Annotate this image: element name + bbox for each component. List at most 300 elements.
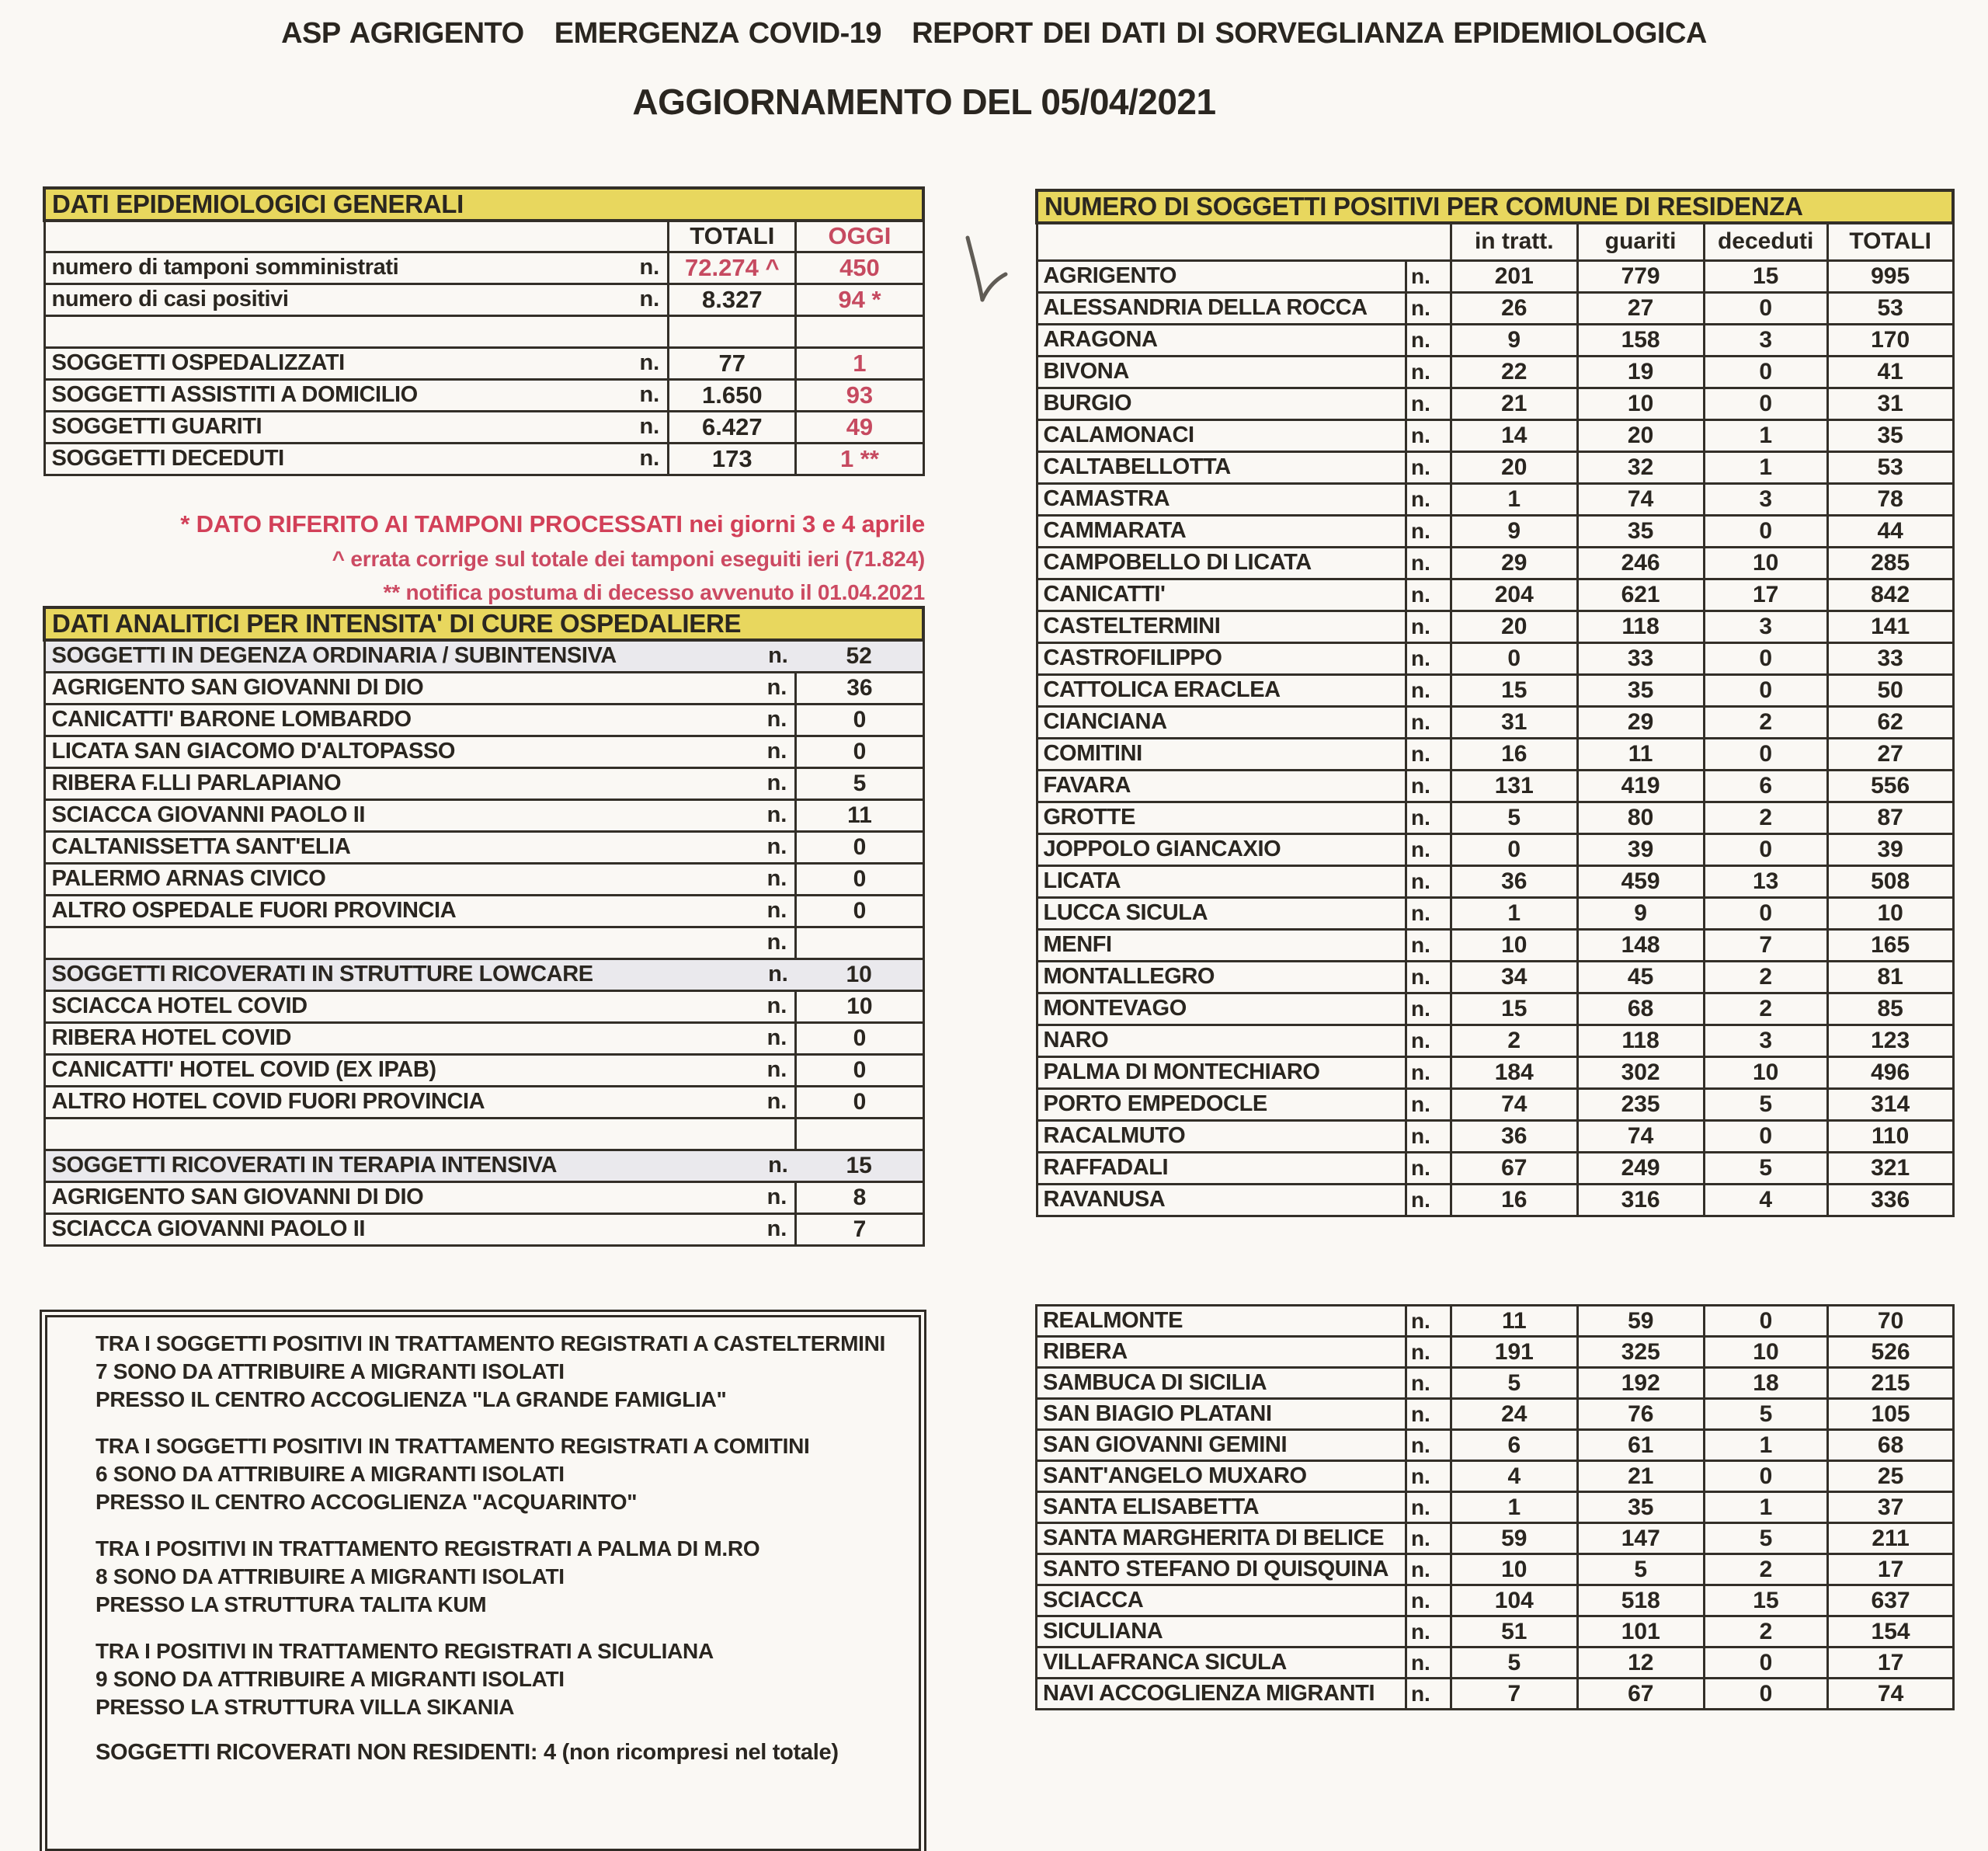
comune-row [1037,1679,1954,1710]
deceduti-value: 0 [1704,1461,1827,1492]
empty-header-cell [1037,223,1451,260]
n-abbrev-label: n. [1406,897,1451,929]
n-abbrev-label: n. [1406,260,1451,292]
comune-row [1037,1056,1953,1088]
deceduti-value: 2 [1704,993,1827,1025]
row-value: 8 [796,1181,923,1213]
in-tratt-value: 29 [1451,547,1577,579]
comune-row [1037,1523,1954,1554]
row-value: 10 [796,959,923,990]
general-table-header-band [44,188,923,221]
guariti-value: 67 [1577,1679,1704,1710]
hospital-table-row [44,1118,923,1150]
row-label: SOGGETTI RICOVERATI IN STRUTTURE LOWCARE [51,962,593,986]
in-tratt-value: 59 [1451,1523,1577,1554]
guariti-value: 235 [1577,1088,1704,1120]
n-abbrev-label: n. [1406,547,1451,579]
hospital-table-row [44,767,923,799]
comune-name: SAN GIOVANNI GEMINI [1037,1430,1406,1461]
guariti-value: 779 [1577,260,1704,292]
totali-value: 211 [1828,1523,1954,1554]
note-line: PRESSO LA STRUTTURA TALITA KUM [96,1592,487,1616]
totali-value: 321 [1827,1152,1953,1184]
hospital-table-row [44,959,923,990]
n-abbrev-label: n. [1406,674,1451,706]
in-tratt-value: 104 [1451,1585,1577,1616]
row-value: 52 [796,640,923,672]
in-tratt-value: 36 [1451,1120,1577,1152]
guariti-value: 459 [1577,865,1704,897]
comune-name: CASTROFILIPPO [1037,642,1406,674]
comune-name: CALTABELLOTTA [1037,451,1406,483]
comune-row [1037,1184,1953,1216]
deceduti-value: 3 [1704,611,1827,642]
comune-name: ARAGONA [1037,324,1406,356]
row-label: AGRIGENTO SAN GIOVANNI DI DIO [51,1185,424,1209]
hospital-table-row [44,736,923,767]
comune-row [1037,929,1953,961]
row-value: 0 [796,1054,923,1086]
guariti-value: 12 [1577,1647,1704,1679]
comune-name: AGRIGENTO [1037,260,1406,292]
totali-value: 17 [1828,1554,1954,1585]
totali-value: 25 [1828,1461,1954,1492]
row-value: 0 [796,863,923,895]
note-line: 9 SONO DA ATTRIBUIRE A MIGRANTI ISOLATI [96,1667,565,1691]
deceduti-value: 1 [1704,451,1827,483]
guariti-value: 29 [1577,706,1704,738]
in-tratt-value: 5 [1451,1368,1577,1399]
comune-row [1037,1025,1953,1056]
note-line: PRESSO IL CENTRO ACCOGLIENZA "LA GRANDE FAMIGLIA" [96,1387,727,1411]
totali-value: 215 [1828,1368,1954,1399]
row-label-cell [44,252,669,284]
deceduti-value: 3 [1704,1025,1827,1056]
in-tratt-value: 0 [1451,833,1577,865]
in-tratt-value: 191 [1451,1337,1577,1368]
n-abbrev-label: n. [766,771,787,795]
deceduti-value: 2 [1704,706,1827,738]
row-label-cell [44,704,796,736]
row-label: CANICATTI' HOTEL COVID (EX IPAB) [51,1057,436,1082]
deceduti-value: 0 [1704,674,1827,706]
comuni-table-body-part1 [1037,260,1953,1216]
row-label: SOGGETTI ASSISTITI A DOMICILIO [51,382,418,407]
row-label-cell [44,1150,796,1181]
totali-value: 637 [1828,1585,1954,1616]
deceduti-value: 0 [1704,388,1827,419]
comune-name: SANTO STEFANO DI QUISQUINA [1037,1554,1406,1585]
n-abbrev-label: n. [1406,1554,1451,1585]
guariti-value: 192 [1577,1368,1704,1399]
update-date-subtitle: AGGIORNAMENTO DEL 05/04/2021 [632,82,1216,122]
note-line: TRA I POSITIVI IN TRATTAMENTO REGISTRATI A PALMA DI M.RO [96,1536,760,1560]
comune-row [1037,833,1953,865]
guariti-value: 61 [1577,1430,1704,1461]
comune-name: CIANCIANA [1037,706,1406,738]
in-tratt-value: 11 [1451,1306,1577,1337]
totali-value: 39 [1827,833,1953,865]
n-abbrev-label: n. [1406,356,1451,388]
totali-value: 37 [1828,1492,1954,1523]
deceduti-value: 0 [1704,1120,1827,1152]
comune-name: CAMASTRA [1037,483,1406,515]
comune-row [1037,515,1953,547]
general-table-row [44,411,923,443]
oggi-value: 1 ** [796,443,923,475]
footnote-line: * DATO RIFERITO AI TAMPONI PROCESSATI nei giorni 3 e 4 aprile [180,510,925,538]
deceduti-value: 15 [1704,260,1827,292]
deceduti-value: 5 [1704,1088,1827,1120]
row-label: SOGGETTI IN DEGENZA ORDINARIA / SUBINTENSIVA [51,643,617,669]
hospital-table-row [44,704,923,736]
guariti-value: 74 [1577,1120,1704,1152]
in-tratt-value: 4 [1451,1461,1577,1492]
hospital-care-intensity-table [43,606,925,1247]
totali-value: 110 [1827,1120,1953,1152]
comune-name: RIBERA [1037,1337,1406,1368]
row-label-cell [44,411,669,443]
deceduti-value: 0 [1704,642,1827,674]
n-abbrev-label: n. [766,930,787,955]
comune-row [1037,770,1953,802]
totali-value: 842 [1827,579,1953,611]
oggi-value [796,315,923,347]
comune-row [1037,1306,1954,1337]
totali-value: 62 [1827,706,1953,738]
totali-value: 10 [1827,897,1953,929]
n-abbrev-label: n. [1406,1492,1451,1523]
in-tratt-value: 10 [1451,1554,1577,1585]
notes-blocks [96,1330,903,1721]
comune-row [1037,738,1953,770]
guariti-value: 80 [1577,802,1704,833]
n-abbrev-label: n. [1406,833,1451,865]
guariti-value: 148 [1577,929,1704,961]
deceduti-value: 3 [1704,483,1827,515]
guariti-value: 27 [1577,292,1704,324]
comune-name: SAMBUCA DI SICILIA [1037,1368,1406,1399]
row-label: RIBERA F.LLI PARLAPIANO [51,771,342,795]
n-abbrev-label: n. [639,382,660,407]
guariti-value: 33 [1577,642,1704,674]
guariti-value: 10 [1577,388,1704,419]
footnote-line: ** notifica postuma di decesso avvenuto il 01.04.2021 [383,580,925,604]
row-label-cell [44,1054,796,1086]
n-abbrev-label: n. [766,1089,787,1114]
comune-name: RAFFADALI [1037,1152,1406,1184]
n-abbrev-label: n. [768,1153,788,1178]
totali-value: 50 [1827,674,1953,706]
guariti-value: 249 [1577,1152,1704,1184]
comune-name: PORTO EMPEDOCLE [1037,1088,1406,1120]
comune-name: SICULIANA [1037,1616,1406,1647]
row-value: 0 [796,704,923,736]
row-label: RIBERA HOTEL COVID [51,1025,292,1050]
hospital-table-body [44,640,923,1245]
totali-value: 77 [669,347,796,379]
in-tratt-value: 26 [1451,292,1577,324]
guariti-value: 35 [1577,1492,1704,1523]
guariti-value: 246 [1577,547,1704,579]
positives-by-comune-table [1035,189,1955,1217]
guariti-value: 325 [1577,1337,1704,1368]
n-abbrev-label: n. [766,866,787,891]
comune-row [1037,865,1953,897]
n-abbrev-label: n. [639,255,660,280]
guariti-value: 20 [1577,419,1704,451]
guariti-value: 147 [1577,1523,1704,1554]
comune-name: NAVI ACCOGLIENZA MIGRANTI [1037,1679,1406,1710]
general-table-row [44,284,923,315]
deceduti-value: 5 [1704,1523,1827,1554]
in-tratt-value: 22 [1451,356,1577,388]
guariti-value: 118 [1577,1025,1704,1056]
row-label: LICATA SAN GIACOMO D'ALTOPASSO [51,739,456,764]
comune-row [1037,1647,1954,1679]
hospital-table-row [44,640,923,672]
comune-name: RAVANUSA [1037,1184,1406,1216]
n-abbrev-label: n. [1406,929,1451,961]
note-line: TRA I SOGGETTI POSITIVI IN TRATTAMENTO REGISTRATI A CASTELTERMINI [96,1331,886,1355]
comune-name: LUCCA SICULA [1037,897,1406,929]
hospital-table-row [44,895,923,927]
row-label-cell [44,1213,796,1245]
guariti-value: 101 [1577,1616,1704,1647]
comune-row [1037,292,1953,324]
n-abbrev-label: n. [1406,961,1451,993]
in-tratt-value: 6 [1451,1430,1577,1461]
comune-name: SCIACCA [1037,1585,1406,1616]
in-tratt-value: 1 [1451,483,1577,515]
hospital-table-row [44,831,923,863]
totali-value: 35 [1827,419,1953,451]
in-tratt-value: 20 [1451,611,1577,642]
totali-value: 105 [1828,1399,1954,1430]
guariti-value: 518 [1577,1585,1704,1616]
col-header-oggi: OGGI [796,221,923,252]
in-tratt-value: 34 [1451,961,1577,993]
totali-value [669,315,796,347]
deceduti-value: 0 [1704,897,1827,929]
in-tratt-value: 15 [1451,674,1577,706]
in-tratt-value: 21 [1451,388,1577,419]
deceduti-value: 13 [1704,865,1827,897]
totali-value: 6.427 [669,411,796,443]
n-abbrev-label: n. [1406,1184,1451,1216]
guariti-value: 316 [1577,1184,1704,1216]
comune-row [1037,674,1953,706]
in-tratt-value: 74 [1451,1088,1577,1120]
totali-value: 41 [1827,356,1953,388]
deceduti-value: 6 [1704,770,1827,802]
in-tratt-value: 10 [1451,929,1577,961]
hospital-table-row [44,990,923,1022]
row-label-cell [44,379,669,411]
row-label: numero di tamponi somministrati [51,255,399,280]
deceduti-value: 1 [1704,419,1827,451]
comune-row [1037,1461,1954,1492]
hospital-table-row [44,672,923,704]
oggi-value: 93 [796,379,923,411]
guariti-value: 35 [1577,674,1704,706]
deceduti-value: 0 [1704,292,1827,324]
in-tratt-value: 36 [1451,865,1577,897]
n-abbrev-label: n. [1406,1523,1451,1554]
hospital-table-row [44,1150,923,1181]
n-abbrev-label: n. [766,1057,787,1082]
note-line: 8 SONO DA ATTRIBUIRE A MIGRANTI ISOLATI [96,1564,565,1588]
row-value [796,927,923,959]
row-label-cell [44,1086,796,1118]
general-table-row [44,252,923,284]
totali-value: 526 [1828,1337,1954,1368]
n-abbrev-label: n. [1406,1306,1451,1337]
guariti-value: 74 [1577,483,1704,515]
comune-name: JOPPOLO GIANCAXIO [1037,833,1406,865]
n-abbrev-label: n. [639,446,660,471]
totali-value: 70 [1828,1306,1954,1337]
totali-value: 53 [1827,451,1953,483]
guariti-value: 45 [1577,961,1704,993]
note-block [96,1330,903,1414]
row-label-cell [44,799,796,831]
general-table-row [44,315,923,347]
row-label: ALTRO OSPEDALE FUORI PROVINCIA [51,898,457,923]
comuni-table-column-headers [1037,223,1953,260]
general-table-column-headers [44,221,923,252]
n-abbrev-label: n. [639,350,660,375]
row-value: 10 [796,990,923,1022]
comuni-table-header-band [1037,190,1953,223]
comune-name: COMITINI [1037,738,1406,770]
note-line: PRESSO IL CENTRO ACCOGLIENZA "ACQUARINTO" [96,1490,638,1514]
comune-name: MONTEVAGO [1037,993,1406,1025]
n-abbrev-label: n. [1406,993,1451,1025]
n-abbrev-label: n. [1406,1399,1451,1430]
guariti-value: 118 [1577,611,1704,642]
totali-value: 496 [1827,1056,1953,1088]
row-label-cell [44,895,796,927]
deceduti-value: 4 [1704,1184,1827,1216]
comune-row [1037,706,1953,738]
in-tratt-value: 184 [1451,1056,1577,1088]
comune-row [1037,1088,1953,1120]
row-label-cell [44,959,796,990]
row-value: 0 [796,1022,923,1054]
oggi-value: 94 * [796,284,923,315]
oggi-value: 49 [796,411,923,443]
n-abbrev-label: n. [1406,1120,1451,1152]
col-header-deceduti: deceduti [1704,223,1827,260]
deceduti-value: 2 [1704,1554,1827,1585]
totali-value: 123 [1827,1025,1953,1056]
row-label: SOGGETTI RICOVERATI IN TERAPIA INTENSIVA [51,1153,558,1178]
totali-value: 8.327 [669,284,796,315]
in-tratt-value: 51 [1451,1616,1577,1647]
totali-value: 68 [1828,1430,1954,1461]
general-epidemiological-table [43,186,925,476]
n-abbrev-label: n. [1406,1088,1451,1120]
row-label-cell [44,1022,796,1054]
hospital-table-row [44,1054,923,1086]
n-abbrev-label: n. [1406,738,1451,770]
totali-value: 285 [1827,547,1953,579]
deceduti-value: 1 [1704,1430,1827,1461]
guariti-value: 419 [1577,770,1704,802]
n-abbrev-label: n. [1406,515,1451,547]
non-residents-note: SOGGETTI RICOVERATI NON RESIDENTI: 4 (non ricompresi nel totale) [96,1740,839,1765]
comune-row [1037,547,1953,579]
in-tratt-value: 9 [1451,515,1577,547]
totali-value: 44 [1827,515,1953,547]
note-block [96,1535,903,1619]
totali-value: 31 [1827,388,1953,419]
row-label-cell [44,640,796,672]
row-value: 36 [796,672,923,704]
in-tratt-value: 1 [1451,1492,1577,1523]
n-abbrev-label: n. [1406,770,1451,802]
totali-value: 85 [1827,993,1953,1025]
comuni-table-title: NUMERO DI SOGGETTI POSITIVI PER COMUNE DI RESIDENZA [1037,190,1953,223]
row-label: SOGGETTI GUARITI [51,414,262,439]
n-abbrev-label: n. [1406,802,1451,833]
row-value [796,1118,923,1150]
row-label-cell [44,831,796,863]
comune-name: SANT'ANGELO MUXARO [1037,1461,1406,1492]
positives-by-comune-table-continued [1035,1304,1955,1710]
n-abbrev-label: n. [766,898,787,923]
row-value: 7 [796,1213,923,1245]
row-value: 11 [796,799,923,831]
comune-row [1037,579,1953,611]
totali-value: 74 [1828,1679,1954,1710]
n-abbrev-label: n. [1406,1368,1451,1399]
n-abbrev-label: n. [639,414,660,439]
n-abbrev-label: n. [766,739,787,764]
comune-name: REALMONTE [1037,1306,1406,1337]
comune-name: CAMPOBELLO DI LICATA [1037,547,1406,579]
deceduti-value: 5 [1704,1152,1827,1184]
in-tratt-value: 131 [1451,770,1577,802]
in-tratt-value: 67 [1451,1152,1577,1184]
hospital-table-row [44,863,923,895]
deceduti-value: 2 [1704,961,1827,993]
row-label: SOGGETTI DECEDUTI [51,446,284,471]
note-line: TRA I POSITIVI IN TRATTAMENTO REGISTRATI A SICULIANA [96,1639,714,1663]
n-abbrev-label: n. [1406,388,1451,419]
totali-value: 336 [1827,1184,1953,1216]
in-tratt-value: 1 [1451,897,1577,929]
comune-row [1037,260,1953,292]
totali-value: 154 [1828,1616,1954,1647]
row-label: CANICATTI' BARONE LOMBARDO [51,707,412,732]
comune-row [1037,642,1953,674]
row-label: numero di casi positivi [51,287,289,311]
guariti-value: 19 [1577,356,1704,388]
hospital-table-row [44,1181,923,1213]
n-abbrev-label: n. [1406,1679,1451,1710]
comune-row [1037,961,1953,993]
row-value: 0 [796,736,923,767]
comune-row [1037,1120,1953,1152]
comune-row [1037,611,1953,642]
comune-name: CALAMONACI [1037,419,1406,451]
n-abbrev-label: n. [766,1216,787,1241]
comune-row [1037,1152,1953,1184]
deceduti-value: 0 [1704,738,1827,770]
deceduti-value: 0 [1704,515,1827,547]
